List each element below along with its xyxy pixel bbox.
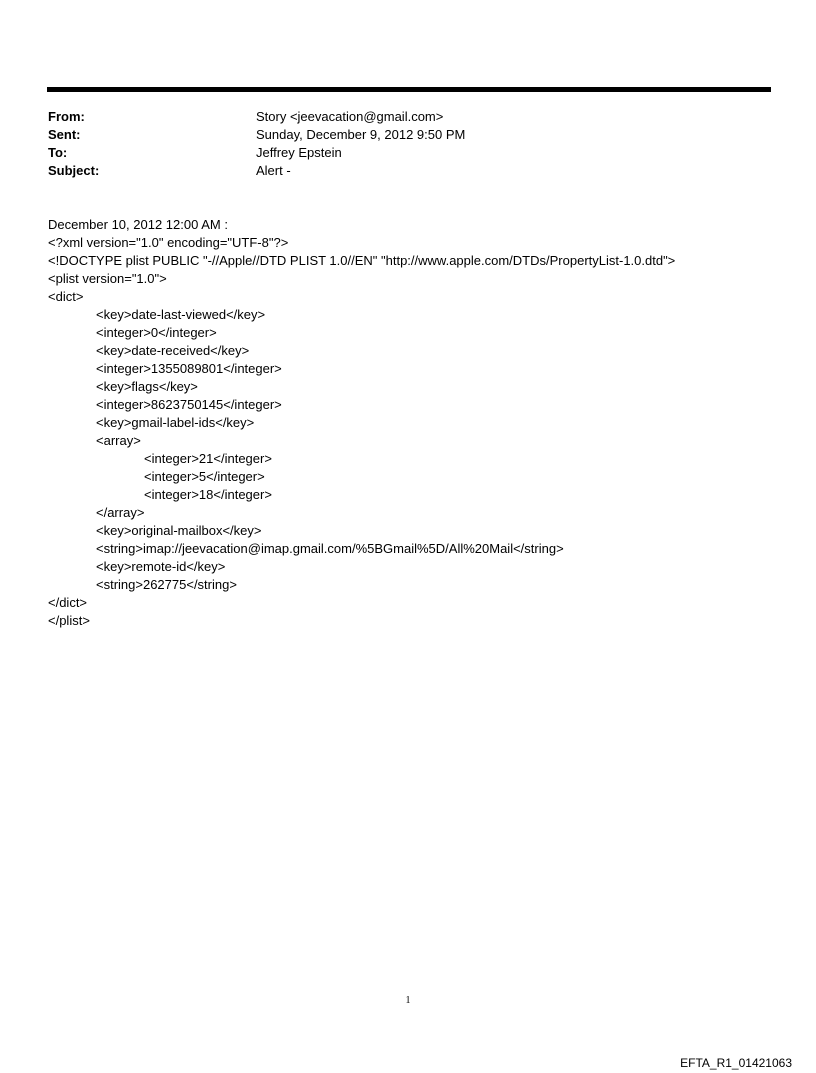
from-row <box>48 108 465 126</box>
body-line: <key>original-mailbox</key> <box>96 523 262 538</box>
to-label: To: <box>48 145 68 160</box>
body-line: </dict> <box>48 595 88 610</box>
to-value: Jeffrey Epstein <box>256 145 342 160</box>
sent-value: Sunday, December 9, 2012 9:50 PM <box>256 127 466 142</box>
body-line: <integer>18</integer> <box>144 487 272 502</box>
body-line: <key>flags</key> <box>96 379 198 394</box>
body-line: <array> <box>96 433 141 448</box>
body-line: <dict> <box>48 289 84 304</box>
document-id: EFTA_R1_01421063 <box>680 1056 792 1070</box>
body-line: December 10, 2012 12:00 AM : <box>48 217 228 232</box>
email-header <box>48 108 465 180</box>
body-line: <key>gmail-label-ids</key> <box>96 415 255 430</box>
body-line: </plist> <box>48 613 90 628</box>
page-number: 1 <box>405 995 411 1006</box>
body-line: <key>date-received</key> <box>96 343 250 358</box>
email-body <box>48 216 778 630</box>
body-line: <key>date-last-viewed</key> <box>96 307 266 322</box>
body-line: <plist version="1.0"> <box>48 271 167 286</box>
body-line: <integer>21</integer> <box>144 451 272 466</box>
subject-label: Subject: <box>48 163 100 178</box>
header-divider <box>47 87 771 92</box>
subject-value: Alert - <box>256 163 291 178</box>
body-line: <string>imap://jeevacation@imap.gmail.com/%5BGmail%5D/All%20Mail</string> <box>96 541 564 556</box>
body-line: <integer>1355089801</integer> <box>96 361 282 376</box>
body-line: <integer>0</integer> <box>96 325 217 340</box>
to-row <box>48 144 465 162</box>
from-value: Story <jeevacation@gmail.com> <box>256 109 444 124</box>
subject-row <box>48 162 465 180</box>
body-line: <key>remote-id</key> <box>96 559 226 574</box>
from-label: From: <box>48 109 85 124</box>
body-line: <string>262775</string> <box>96 577 237 592</box>
sent-label: Sent: <box>48 127 81 142</box>
body-line: <?xml version="1.0" encoding="UTF-8"?> <box>48 235 289 250</box>
body-line: <integer>8623750145</integer> <box>96 397 282 412</box>
body-line: </array> <box>96 505 145 520</box>
sent-row <box>48 126 465 144</box>
body-line: <!DOCTYPE plist PUBLIC "-//Apple//DTD PLIST 1.0//EN" "http://www.apple.com/DTDs/PropertyList-1.0.dtd"> <box>48 253 676 268</box>
body-line: <integer>5</integer> <box>144 469 265 484</box>
